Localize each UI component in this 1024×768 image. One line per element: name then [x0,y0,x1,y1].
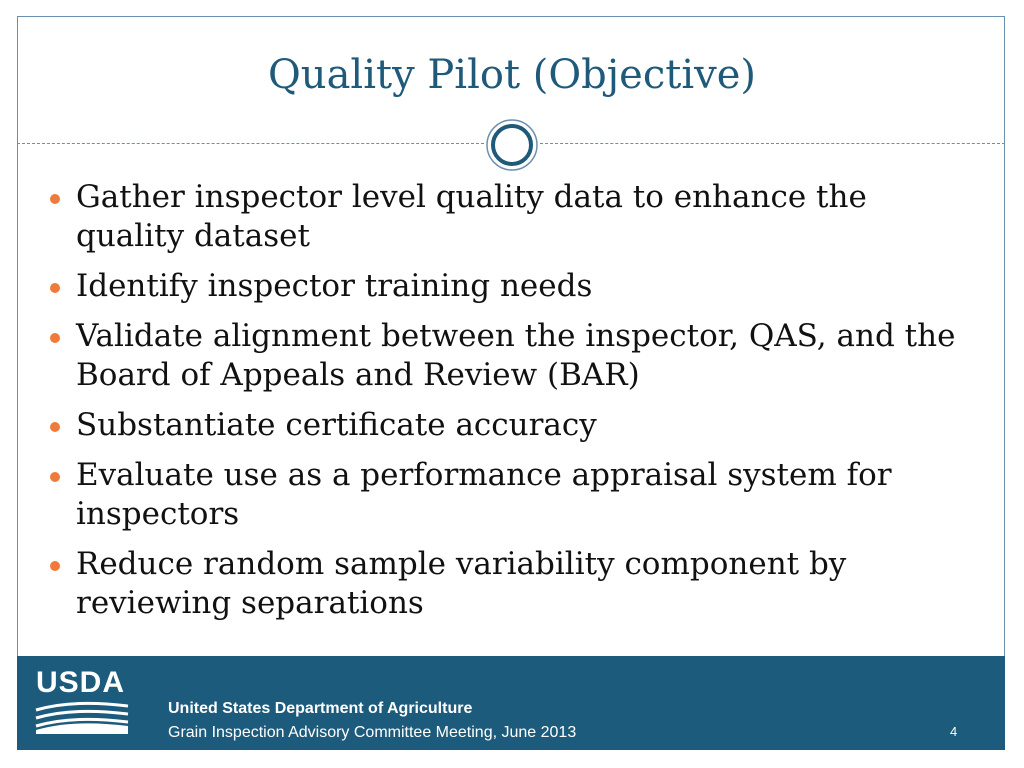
bullet-text: Substantiate certificate accuracy [76,407,597,443]
page-number: 4 [950,724,958,739]
bullet-dot-icon [50,194,60,204]
bullet-text: Evaluate use as a performance appraisal system for inspectors [76,457,892,532]
bullet-dot-icon [50,561,60,571]
footer-organization: United States Department of Agriculture [168,700,473,717]
bullet-item [50,178,980,256]
circle-ornament-icon [485,118,539,172]
bullet-list [50,178,980,634]
footer-meeting: Grain Inspection Advisory Committee Meeting, June 2013 [168,724,577,741]
slide-title: Quality Pilot (Objective) [268,52,756,98]
title-divider-left [17,143,484,144]
usda-logo-text: USDA [36,666,126,699]
bullet-text: Gather inspector level quality data to enhance the quality dataset [76,179,867,254]
bullet-text: Identify inspector training needs [76,268,593,304]
bullet-dot-icon [50,333,60,343]
bullet-item [50,456,980,534]
bullet-dot-icon [50,422,60,432]
bullet-text: Validate alignment between the inspector, QAS, and the Board of Appeals and Review (BAR) [76,318,956,393]
bullet-dot-icon [50,472,60,482]
bullet-item [50,406,980,445]
bullet-item [50,267,980,306]
bullet-text: Reduce random sample variability component by reviewing separations [76,546,847,621]
bullet-dot-icon [50,283,60,293]
bullet-item [50,317,980,395]
title-divider-right [540,143,1005,144]
bullet-item [50,545,980,623]
